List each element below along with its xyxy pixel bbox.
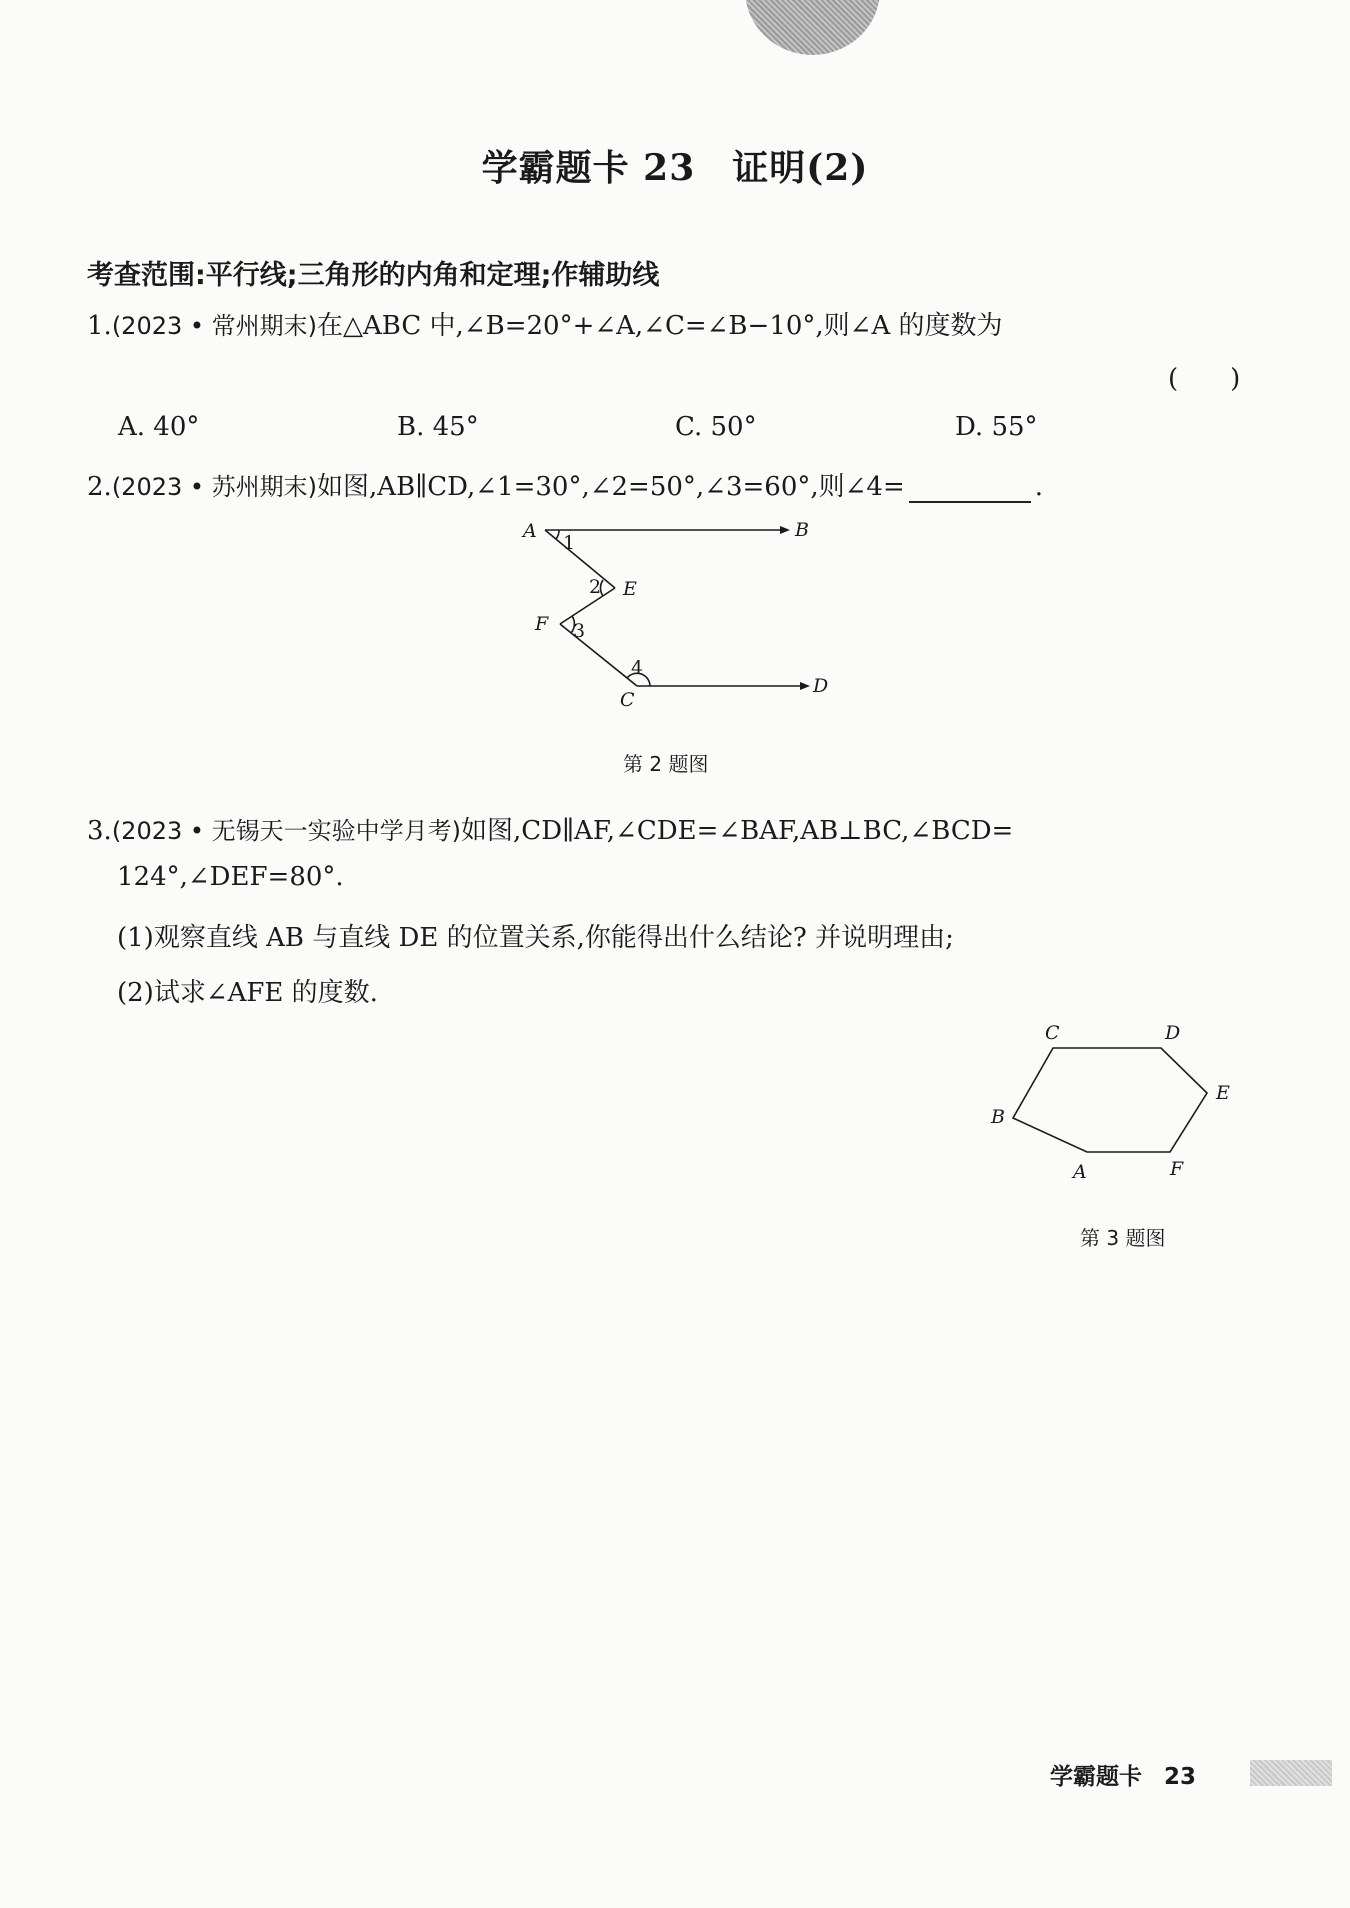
- q2-angle-1: 1: [563, 532, 576, 554]
- footer-bar-decoration: [1250, 1760, 1332, 1786]
- q3-sub-question-2: (2)试求∠AFE 的度数.: [117, 978, 378, 1008]
- q2-label-a: A: [523, 520, 537, 542]
- q2-answer-blank[interactable]: [909, 473, 1031, 503]
- page-title: 学霸题卡 23 证明(2): [481, 147, 869, 189]
- q3-label-a: A: [1073, 1161, 1087, 1183]
- q3-sub-question-1: (1)观察直线 AB 与直线 DE 的位置关系,你能得出什么结论? 并说明理由;: [117, 923, 954, 953]
- q2-label-c: C: [620, 689, 635, 711]
- q1-answer-bracket: ( ): [1168, 364, 1241, 394]
- question-2: [87, 466, 1043, 503]
- question-3-line-1: [87, 810, 1013, 847]
- exam-scope: 考查范围:平行线;三角形的内角和定理;作辅助线: [87, 260, 660, 291]
- q2-angle-3: 3: [573, 620, 586, 642]
- q2-label-b: B: [795, 519, 809, 541]
- footer-label: 学霸题卡: [1050, 1764, 1142, 1790]
- q2-angle-2: 2: [589, 576, 602, 598]
- q3-text-1: 如图,CD∥AF,∠CDE=∠BAF,AB⊥BC,∠BCD=: [461, 816, 1014, 846]
- q3-label-b: B: [991, 1106, 1005, 1128]
- q2-label-f: F: [535, 613, 549, 635]
- q2-caption: 第 2 题图: [623, 752, 709, 776]
- q1-source: (2023 • 常州期末): [111, 312, 318, 340]
- q2-text: 如图,AB∥CD,∠1=30°,∠2=50°,∠3=60°,则∠4=: [317, 472, 905, 502]
- top-tab-decoration: [745, 0, 880, 55]
- q1-option-d: D. 55°: [955, 412, 1038, 442]
- q3-label-e: E: [1216, 1082, 1230, 1104]
- q1-option-a: A. 40°: [118, 412, 200, 442]
- q2-label-d: D: [813, 675, 829, 697]
- q2-number: 2.: [87, 472, 112, 502]
- question-1: [87, 305, 1003, 342]
- page-number: 23: [1164, 1764, 1197, 1790]
- q2-label-e: E: [623, 578, 637, 600]
- q2-figure: [515, 512, 845, 716]
- q1-number: 1.: [87, 311, 112, 341]
- q3-label-d: D: [1165, 1022, 1181, 1044]
- q3-label-f: F: [1170, 1158, 1184, 1180]
- footer: [1050, 1758, 1196, 1791]
- q3-caption: 第 3 题图: [1080, 1226, 1166, 1250]
- q3-figure: [985, 1015, 1265, 1194]
- q3-source: (2023 • 无锡天一实验中学月考): [111, 817, 462, 845]
- q3-number: 3.: [87, 816, 112, 846]
- q1-option-b: B. 45°: [397, 412, 479, 442]
- q1-option-c: C. 50°: [675, 412, 757, 442]
- q1-text: 在△ABC 中,∠B=20°+∠A,∠C=∠B−10°,则∠A 的度数为: [317, 311, 1003, 341]
- q2-source: (2023 • 苏州期末): [111, 473, 318, 501]
- q2-angle-4: 4: [631, 657, 644, 679]
- q2-text-end: .: [1034, 472, 1044, 502]
- q3-label-c: C: [1045, 1022, 1060, 1044]
- q3-text-2: 124°,∠DEF=80°.: [117, 862, 344, 892]
